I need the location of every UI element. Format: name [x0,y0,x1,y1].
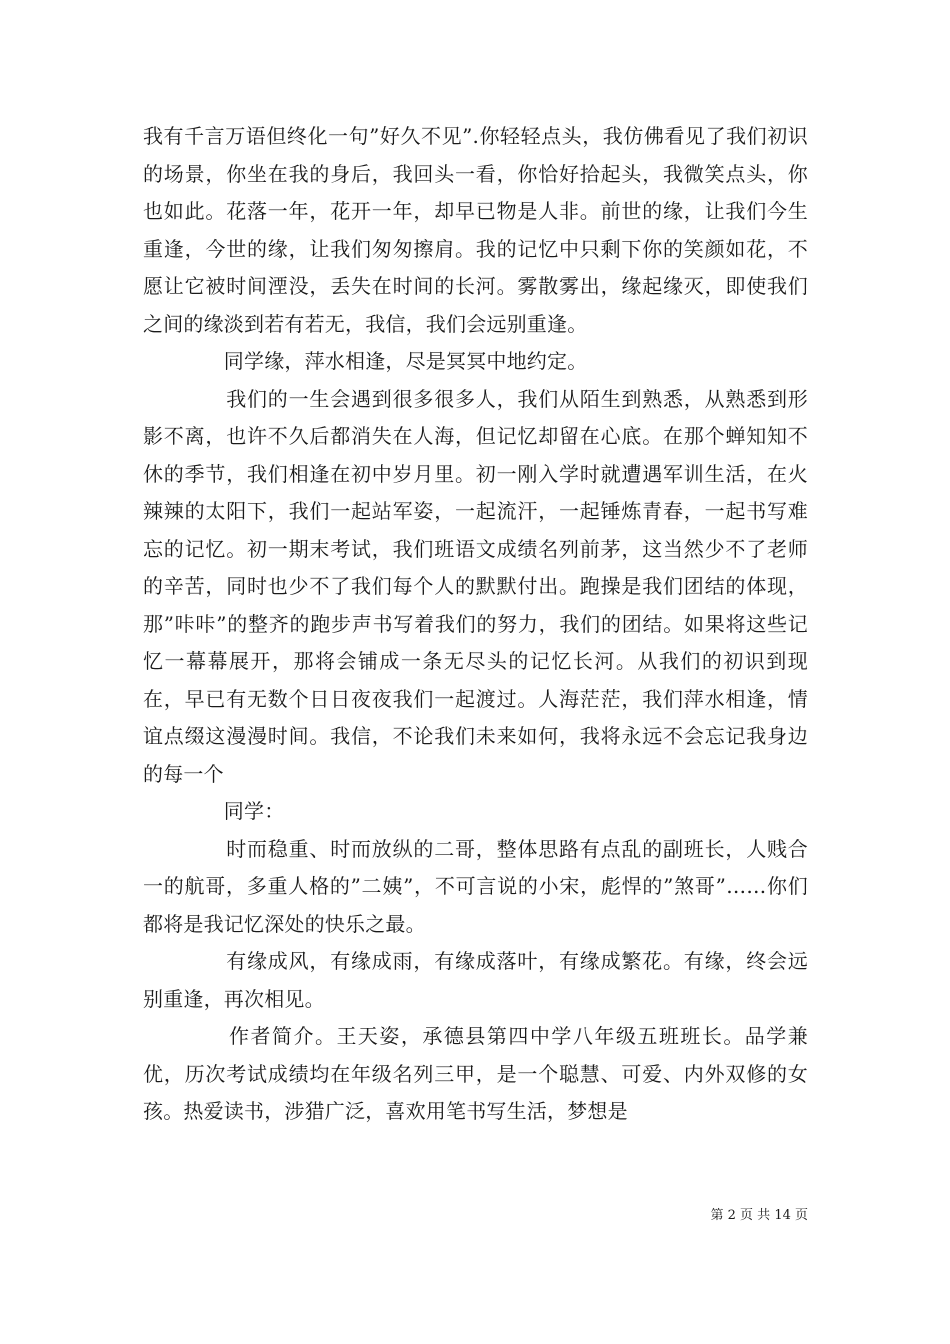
paragraph-1: 我有千言万语但终化一句”好久不见”.你轻轻点头，我仿佛看见了我们初识的场景，你坐在我的身后，我回头一看，你恰好拾起头，我微笑点头，你也如此。花落一年，花开一年，却早已物是人非。前世的缘，让我们今生重逢，今世的缘，让我们匆匆擦肩。我的记忆中只剩下你的笑颜如花，不愿让它被时间湮没，丢失在时间的长河。雾散雾出，缘起缘灭，即使我们之间的缘淡到若有若无，我信，我们会远别重逢。 [143,124,808,336]
paragraph-7: 作者简介。王天姿，承德县第四中学八年级五班班长。品学兼优，历次考试成绩均在年级名列三甲，是一个聪慧、可爱、内外双修的女孩。热爱读书，涉猎广泛，喜欢用笔书写生活，梦想是 [143,1024,808,1123]
paragraph-2: 同学缘，萍水相逢，尽是冥冥中地约定。 [143,349,588,373]
page-number-footer: 第 2 页 共 14 页 [710,1208,808,1223]
paragraph-4: 同学： [143,799,285,823]
paragraph-5: 时而稳重、时而放纵的二哥，整体思路有点乱的副班长，人贱合一的航哥，多重人格的”二姨”，不可言说的小宋，彪悍的”煞哥”……你们都将是我记忆深处的快乐之最。 [143,836,808,936]
paragraph-6: 有缘成风，有缘成雨，有缘成落叶，有缘成繁花。有缘，终会远别重逢，再次相见。 [143,949,808,1011]
body-text [143,118,808,1131]
paragraph-3: 我们的一生会遇到很多很多人，我们从陌生到熟悉，从熟悉到形影不离，也许不久后都消失在人海，但记忆却留在心底。在那个蝉知知不休的季节，我们相逢在初中岁月里。初一刚入学时就遭遇军训生活，在火辣辣的太阳下，我们一起站军姿，一起流汗，一起锤炼青春，一起书写难忘的记忆。初一期末考试，我们班语文成绩名列前茅，这当然少不了老师的辛苦，同时也少不了我们每个人的默默付出。跑操是我们团结的体现，那”咔咔”的整齐的跑步声书写着我们的努力，我们的团结。如果将这些记忆一幕幕展开，那将会铺成一条无尽头的记忆长河。从我们的初识到现在，早已有无数个日日夜夜我们一起渡过。人海茫茫，我们萍水相逢，情谊点缀这漫漫时间。我信，不论我们未来如何，我将永远不会忘记我身边的每一个 [143,386,808,786]
